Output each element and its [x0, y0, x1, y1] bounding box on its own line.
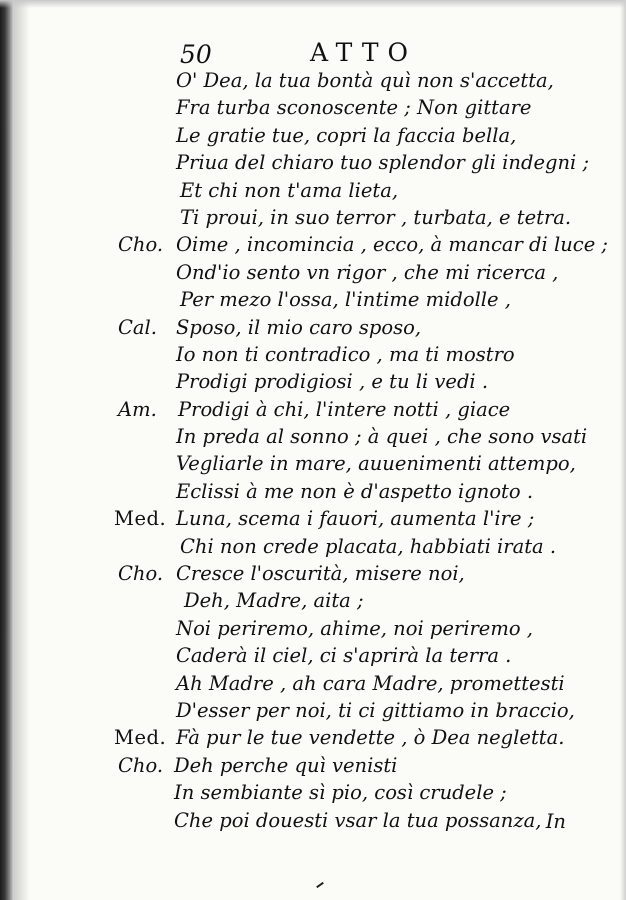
verse-text: Ah Madre , ah cara Madre, promettesti [176, 671, 565, 695]
verse-block [0, 67, 626, 834]
verse-line [0, 505, 626, 532]
verse-line [0, 286, 626, 313]
speaker-label: Med. [114, 507, 167, 531]
verse-text: Io non ti contradico , ma ti mostro [176, 342, 515, 366]
verse-text: O' Dea, la tua bontà quì non s'accetta, [176, 69, 554, 92]
catchword: In [545, 810, 566, 833]
verse-text: In preda al sonno ; à quei , che sono vsati [176, 425, 588, 449]
speaker-label: Med. [114, 726, 167, 750]
verse-text: Deh, Madre, aita ; [184, 589, 364, 613]
verse-text: Che poi douesti vsar la tua possanza, [174, 808, 542, 832]
verse-text: Sposo, il mio caro sposo, [176, 315, 422, 339]
verse-text: Ti proui, in suo terror , turbata, e tetra. [180, 205, 572, 229]
running-head: ATTO [310, 38, 417, 67]
verse-line [0, 67, 626, 94]
verse-line [0, 450, 626, 477]
verse-line [0, 807, 626, 834]
verse-line [0, 423, 626, 450]
verse-text: Per mezo l'ossa, l'intime midolle , [180, 288, 511, 312]
verse-text: Priua del chiaro tuo splendor gli indegni ; [176, 151, 590, 175]
verse-line [0, 697, 626, 724]
verse-text: D'esser per noi, ti ci gittiamo in braccio, [176, 698, 575, 722]
verse-line [0, 724, 626, 751]
page-number: 50 [180, 40, 212, 69]
verse-text: Caderà il ciel, ci s'aprirà la terra . [176, 644, 512, 668]
verse-text: Prodigi prodigiosi , e tu li vedi . [176, 370, 489, 394]
top-page-edge [0, 0, 626, 8]
verse-line [0, 122, 626, 149]
verse-line [0, 177, 626, 204]
verse-line [0, 314, 626, 341]
verse-text: Et chi non t'ama lieta, [180, 178, 399, 202]
verse-text: Cresce l'oscurità, misere noi, [176, 562, 465, 586]
verse-line [0, 533, 626, 560]
verse-line [0, 259, 626, 286]
speaker-label: Cho. [118, 562, 164, 586]
verse-text: Prodigi à chi, l'intere notti , giace [178, 397, 511, 421]
verse-text: Ond'io sento vn rigor , che mi ricerca , [176, 260, 559, 284]
verse-line [0, 94, 626, 121]
verse-text: Luna, scema i fauori, aumenta l'ire ; [176, 507, 535, 531]
verse-line [0, 341, 626, 368]
speaker-label: Cho. [118, 753, 164, 777]
verse-text: Le gratie tue, copri la faccia bella, [176, 123, 517, 147]
verse-text: Chi non crede placata, habbiati irata . [180, 534, 557, 558]
verse-line [0, 396, 626, 423]
ink-speck [316, 882, 324, 888]
verse-line [0, 779, 626, 806]
verse-line [0, 752, 626, 779]
verse-line [0, 615, 626, 642]
verse-line [0, 149, 626, 176]
verse-line [0, 587, 626, 614]
verse-line [0, 560, 626, 587]
verse-line [0, 368, 626, 395]
verse-text: In sembiante sì pio, così crudele ; [174, 781, 507, 805]
verse-line [0, 231, 626, 258]
verse-line [0, 478, 626, 505]
speaker-label: Cho. [118, 233, 164, 257]
verse-text: Fra turba sconoscente ; Non gittare [176, 96, 532, 120]
verse-text: Vegliarle in mare, auuenimenti attempo, [176, 452, 576, 476]
verse-text: Eclissi à me non è d'aspetto ignoto . [176, 479, 534, 503]
verse-text: Deh perche quì venisti [174, 753, 398, 777]
verse-text: Fà pur le tue vendette , ò Dea negletta. [176, 726, 565, 750]
speaker-label: Am. [118, 397, 157, 421]
speaker-label: Cal. [118, 315, 157, 339]
verse-line [0, 642, 626, 669]
verse-text: Noi periremo, ahime, noi periremo , [176, 616, 533, 640]
verse-text: Oime , incomincia , ecco, à mancar di luce ; [176, 233, 608, 257]
verse-line [0, 204, 626, 231]
verse-line [0, 670, 626, 697]
